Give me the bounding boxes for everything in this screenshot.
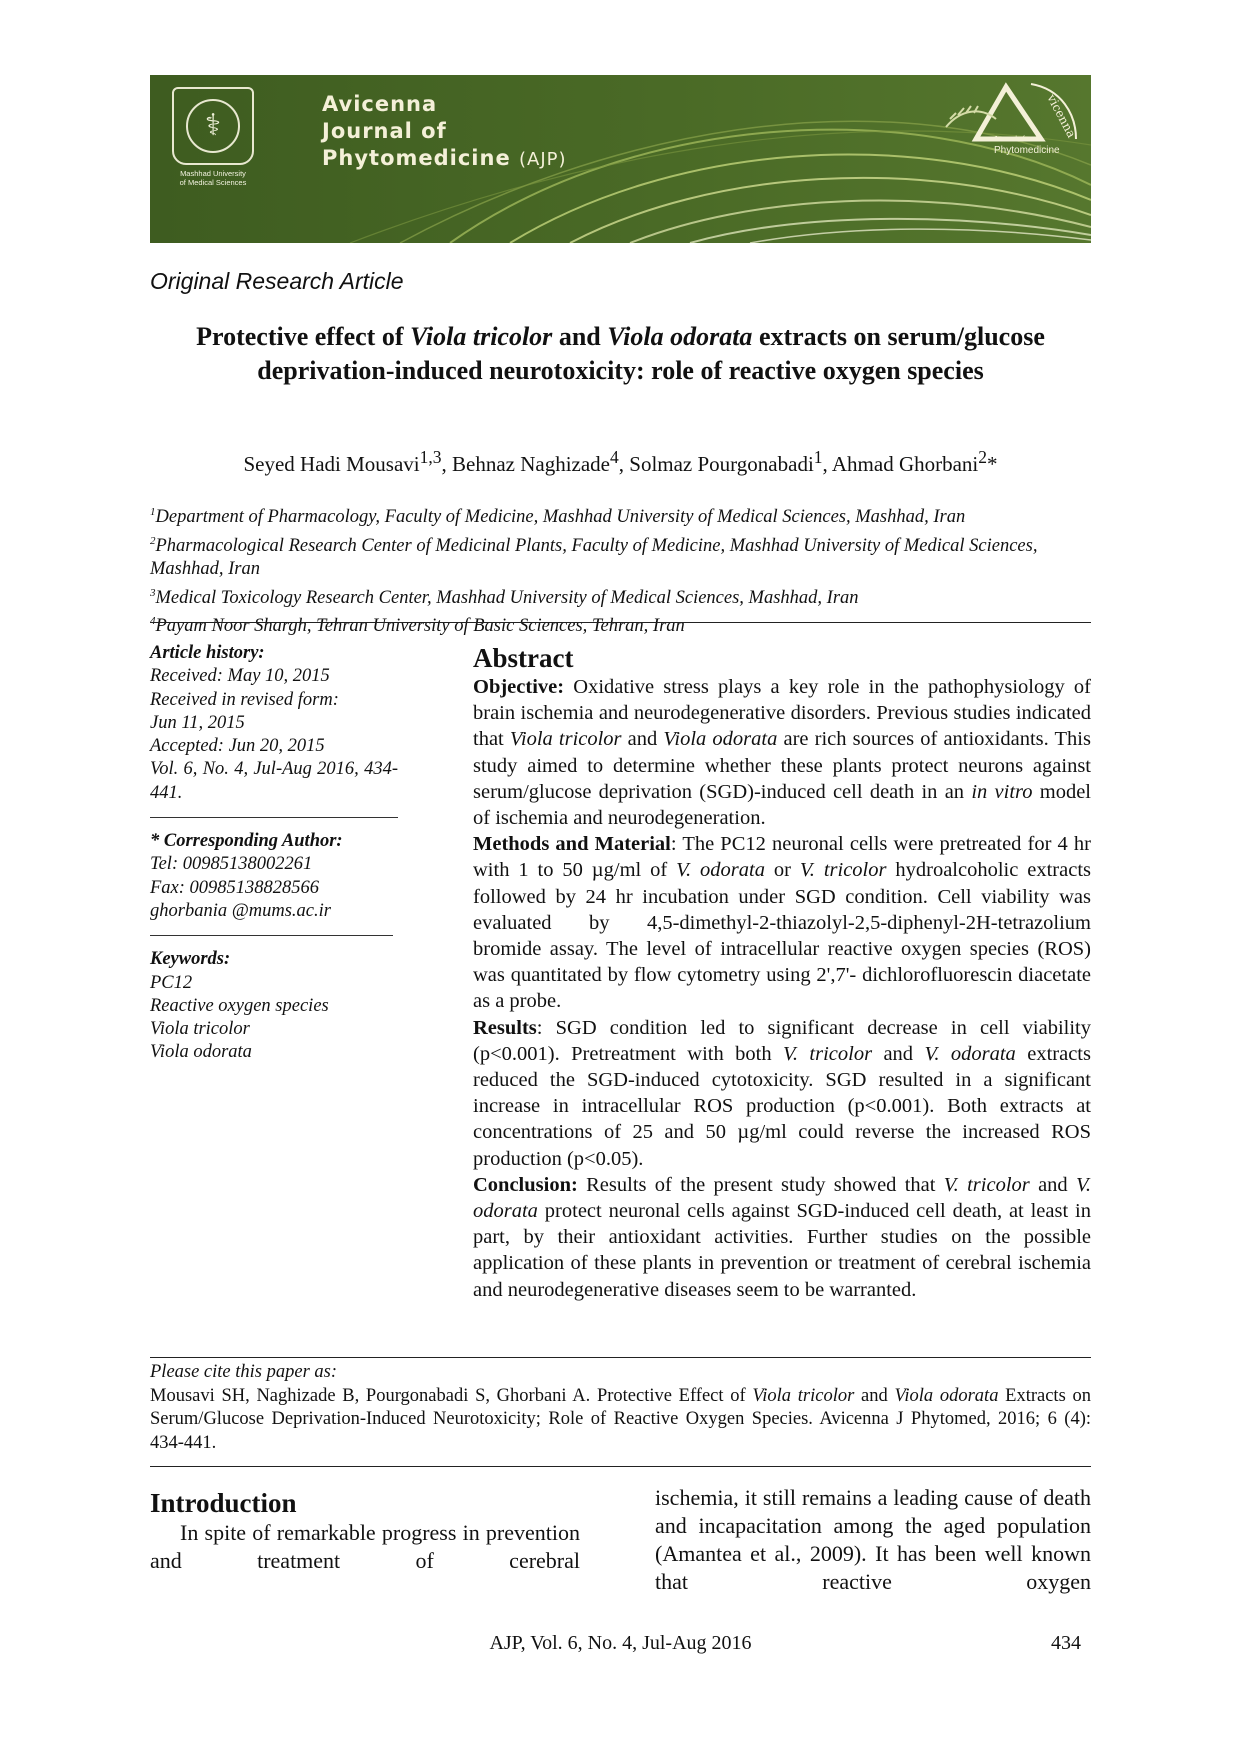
journal-abbr: (AJP) bbox=[519, 149, 567, 170]
keyword-item: Reactive oxygen species bbox=[150, 995, 329, 1016]
author-name: Ahmad Ghorbani bbox=[831, 452, 979, 476]
citation-block bbox=[150, 1361, 1091, 1455]
species-name: V. odorata bbox=[676, 859, 765, 882]
page-number: 434 bbox=[1051, 1632, 1081, 1654]
author-list bbox=[150, 447, 1091, 477]
abstract-text: : SGD condition led to significant decrease in cell viability (p<0.001). Pretreatment with both bbox=[473, 1016, 1091, 1065]
introduction-heading: Introduction bbox=[150, 1488, 297, 1518]
abstract-text: and bbox=[1029, 1173, 1076, 1196]
keyword-item: Viola odorata bbox=[150, 1042, 252, 1063]
article-type: Original Research Article bbox=[150, 268, 404, 294]
methods-label: Methods and Material bbox=[473, 833, 671, 856]
journal-name-line3: Phytomedicine bbox=[322, 146, 511, 170]
affiliation-text: Payam Noor Shargh, Tehran University of Basic Sciences, Tehran, Iran bbox=[155, 616, 685, 637]
abstract-text: are rich sources of antioxidants. This study aimed to determine whether these plants protect neurons against serum/glucose deprivation (SGD)-induced cell death in an bbox=[473, 728, 1091, 803]
author-affiliation-sup: 1 bbox=[813, 447, 823, 467]
affiliation-text: Medical Toxicology Research Center, Mashhad University of Medical Sciences, Mashhad, Iran bbox=[155, 587, 859, 608]
revised-label: Received in revised form: bbox=[150, 689, 339, 710]
title-species: Viola tricolor bbox=[410, 322, 553, 351]
tel-number: Tel: 00985138002261 bbox=[150, 854, 313, 875]
abstract-text: Oxidative stress plays a key role in the pathophysiology of brain ischemia and neurodegenerative disorders. Previous studies indicated that bbox=[473, 676, 1091, 751]
affiliation-sup: 2 bbox=[150, 534, 156, 547]
abstract-text: and bbox=[872, 1042, 925, 1065]
abstract-results bbox=[473, 1015, 1091, 1172]
avicenna-emblem-icon bbox=[936, 79, 1081, 184]
affiliation-sup: 4 bbox=[150, 615, 156, 628]
fax-number: Fax: 00985138828566 bbox=[150, 877, 320, 898]
citation-part: Extracts on Serum/Glucose Deprivation-Induced Neurotoxicity; Role of Reactive Oxygen Species. Avicenna J Phytomed, 2016; 6 (4): 434-441. bbox=[150, 1385, 1091, 1453]
university-logo bbox=[168, 87, 258, 192]
introduction-left-column bbox=[150, 1487, 580, 1575]
citation-part: Mousavi SH, Naghizade B, Pourgonabadi S, Ghorbani A. Protective Effect of bbox=[150, 1385, 753, 1406]
author-separator: * bbox=[987, 452, 998, 476]
abstract-text: : The PC12 neuronal cells were pretreated for 4 hr with 1 to 50 µg/ml of bbox=[473, 833, 1092, 882]
author-affiliation-sup: 4 bbox=[610, 447, 619, 467]
journal-name-line2: Journal of bbox=[322, 119, 447, 143]
journal-title bbox=[322, 91, 567, 173]
species-name: V. tricolor bbox=[782, 1042, 873, 1065]
university-name-line1: Mashhad University bbox=[180, 169, 246, 178]
affiliation-item bbox=[150, 530, 1091, 582]
footer-journal-info: AJP, Vol. 6, No. 4, Jul-Aug 2016 bbox=[489, 1632, 752, 1654]
received-date: Received: May 10, 2015 bbox=[150, 666, 330, 687]
keywords-heading: Keywords: bbox=[150, 949, 231, 970]
title-text: Protective effect of bbox=[196, 322, 410, 351]
affiliation-text: Department of Pharmacology, Faculty of Medicine, Mashhad University of Medical Sciences, Mashhad, Iran bbox=[155, 507, 966, 528]
affiliation-sup: 3 bbox=[150, 586, 156, 599]
article-info-sidebar bbox=[150, 642, 415, 1089]
citation-text bbox=[150, 1385, 1091, 1456]
species-name: V. tricolor bbox=[943, 1173, 1030, 1196]
abstract-conclusion bbox=[473, 1172, 1091, 1303]
title-text: and bbox=[552, 322, 608, 351]
title-text: extracts on serum/glucose deprivation-induced neurotoxicity: role of reactive oxygen species bbox=[257, 322, 1045, 385]
affiliations bbox=[150, 501, 1091, 639]
journal-name-line1: Avicenna bbox=[322, 92, 438, 116]
accepted-date: Accepted: Jun 20, 2015 bbox=[150, 736, 325, 757]
divider-rule bbox=[150, 622, 1091, 623]
affiliation-sup: 1 bbox=[150, 506, 156, 518]
author-affiliation-sup: 1,3 bbox=[419, 447, 442, 467]
abstract-section bbox=[473, 642, 1091, 1303]
abstract-methods bbox=[473, 831, 1091, 1014]
author-separator: , bbox=[822, 452, 832, 476]
email-address[interactable]: ghorbania @mums.ac.ir bbox=[150, 900, 331, 921]
citation-part: and bbox=[854, 1385, 895, 1406]
results-label: Results bbox=[473, 1016, 537, 1039]
divider-rule bbox=[150, 1357, 1091, 1358]
corresponding-heading: * Corresponding Author: bbox=[150, 831, 343, 852]
abstract-text: and bbox=[621, 728, 664, 751]
affiliation-item bbox=[150, 582, 1091, 611]
article-title bbox=[150, 320, 1091, 388]
volume-info: Vol. 6, No. 4, Jul-Aug 2016, 434-441. bbox=[150, 759, 398, 803]
keyword-item: Viola tricolor bbox=[150, 1019, 250, 1040]
revised-date: Jun 11, 2015 bbox=[150, 712, 245, 733]
journal-banner bbox=[150, 75, 1091, 243]
abstract-objective bbox=[473, 674, 1091, 831]
university-crest-icon: ⚕ bbox=[172, 87, 254, 165]
author-separator: , bbox=[441, 452, 452, 476]
abstract-text: protect neuronal cells against SGD-induced cell death, at least in part, by their antioxidant activities. Further studies on the possible application of these plants in prevention or treatment of cerebral ischemia and neurodegenerative diseases seem to be warranted. bbox=[473, 1200, 1091, 1301]
species-name: V. odorata bbox=[924, 1042, 1016, 1065]
author-separator: , bbox=[618, 452, 630, 476]
divider-rule bbox=[150, 1466, 1091, 1467]
species-name: Viola odorata bbox=[663, 728, 778, 751]
species-name: V. tricolor bbox=[799, 859, 887, 882]
author-affiliation-sup: 2 bbox=[978, 447, 988, 467]
abstract-text: model of ischemia and neurodegeneration. bbox=[473, 780, 1091, 830]
affiliation-item bbox=[150, 610, 1091, 639]
abstract-text: or bbox=[764, 859, 800, 882]
emblem-arc-text: vicenna bbox=[1044, 91, 1079, 141]
introduction-right-column: ischemia, it still remains a leading cause of death and incapacitation among the aged population (Amantea et al., 2009). It has been well known that reactive oxygen bbox=[655, 1485, 1091, 1594]
author-name: Behnaz Naghizade bbox=[452, 452, 611, 476]
affiliation-item bbox=[150, 501, 1091, 530]
history-heading: Article history: bbox=[150, 643, 265, 663]
keyword-item: PC12 bbox=[150, 972, 193, 993]
author-name: Seyed Hadi Mousavi bbox=[243, 452, 420, 476]
abstract-heading: Abstract bbox=[473, 643, 574, 673]
species-name: Viola odorata bbox=[894, 1385, 999, 1406]
abstract-text: extracts reduced the SGD-induced cytotoxicity. SGD resulted in a significant increase in intracellular ROS production (p<0.001). Both extracts at concentrations of 25 and 50 µg/ml could reverse the increased ROS production (p<0.05). bbox=[473, 1042, 1091, 1170]
emblem-name: Phytomedicine bbox=[994, 145, 1060, 156]
conclusion-label: Conclusion: bbox=[473, 1173, 578, 1196]
author-name: Solmaz Pourgonabadi bbox=[629, 452, 814, 476]
species-name: Viola tricolor bbox=[752, 1385, 855, 1406]
title-species: Viola odorata bbox=[607, 322, 753, 351]
species-name: Viola tricolor bbox=[509, 728, 622, 751]
keywords bbox=[150, 948, 415, 1076]
introduction-paragraph: In spite of remarkable progress in prevention and treatment of cerebral bbox=[150, 1520, 580, 1573]
abstract-text: hydroalcoholic extracts followed by 24 hr incubation under SGD condition. Cell viability was evaluated by 4,5-dimethyl-2-thiazolyl-2,5-diphenyl-2H-tetrazolium bromide assay. The level of intracellular reactive oxygen species (ROS) was quantitated by flow cytometry using 2',7'- dichlorofluorescin diacetate as a probe. bbox=[473, 859, 1092, 1013]
ajp-logo bbox=[936, 79, 1081, 184]
citation-label: Please cite this paper as: bbox=[150, 1362, 338, 1382]
university-name-line2: of Medical Sciences bbox=[179, 178, 247, 187]
affiliation-text: Pharmacological Research Center of Medicinal Plants, Faculty of Medicine, Mashhad University of Medical Sciences, Mashhad, Iran bbox=[150, 535, 1038, 580]
corresponding-author bbox=[150, 830, 393, 936]
article-history bbox=[150, 642, 398, 818]
in-vitro-term: in vitro bbox=[971, 780, 1033, 803]
species-name: V. odorata bbox=[473, 1173, 1092, 1223]
abstract-text: Results of the present study showed that bbox=[577, 1173, 944, 1196]
emblem-small-text: Journal of bbox=[994, 136, 1025, 143]
objective-label: Objective: bbox=[473, 676, 565, 698]
